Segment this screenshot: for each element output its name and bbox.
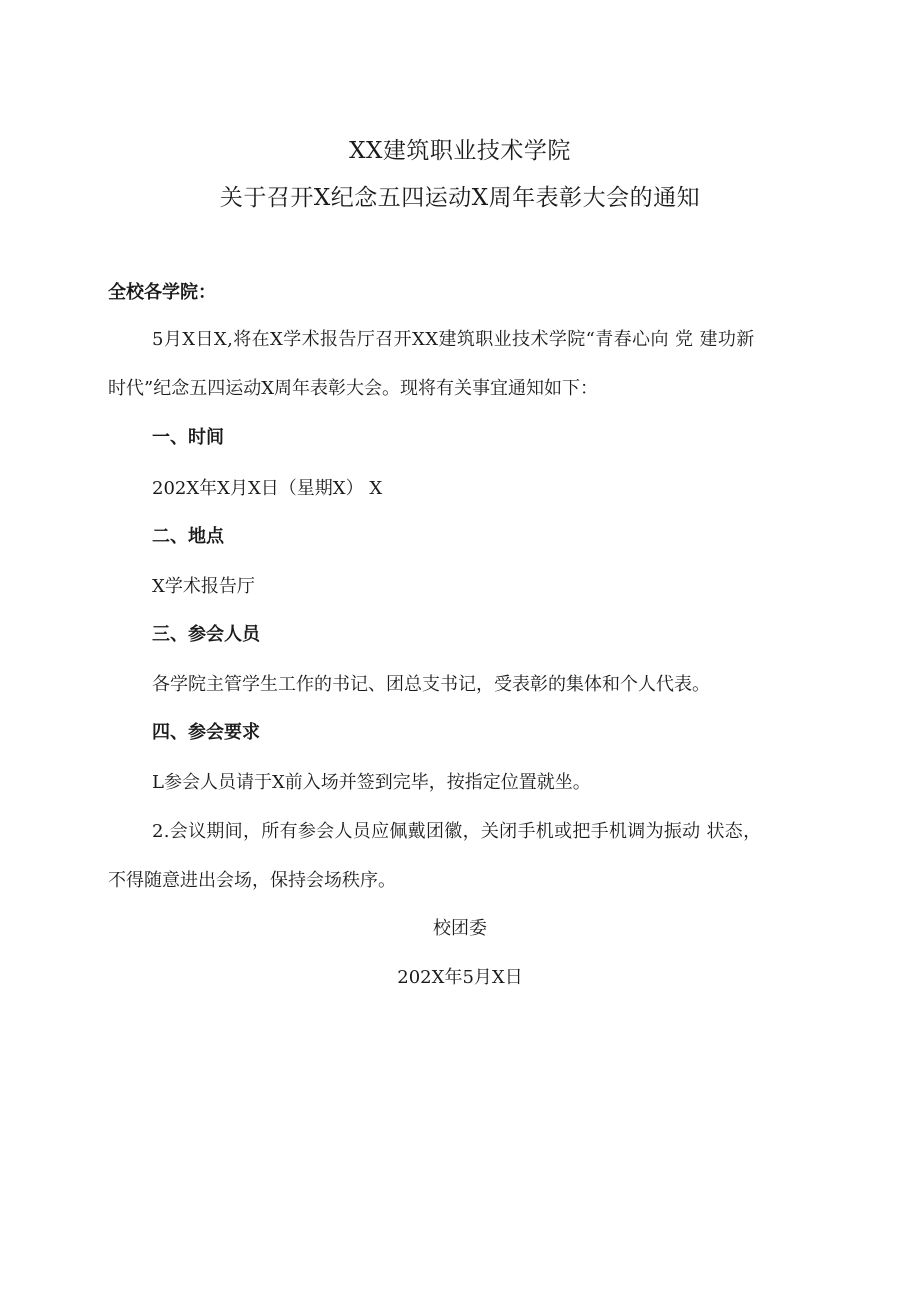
section-content-time: 202X年X月X日（星期X） X: [152, 478, 383, 499]
document-title-subject: 关于召开X纪念五四运动X周年表彰大会的通知: [219, 185, 701, 211]
requirement-item-2-line-2: 不得随意进出会场，保持会场秩序。: [108, 870, 396, 891]
section-content-attendees: 各学院主管学生工作的书记、团总支书记，受表彰的集体和个人代表。: [152, 674, 710, 695]
requirement-item-1: L参会人员请于X前入场并签到完毕，按指定位置就坐。: [152, 772, 591, 793]
section-heading-time: 一、时间: [152, 427, 224, 448]
document-title-institution: XX建筑职业技术学院: [349, 138, 571, 164]
section-heading-place: 二、地点: [152, 526, 224, 547]
section-heading-attendees: 三、参会人员: [152, 624, 260, 645]
section-heading-requirements: 四、参会要求: [152, 722, 260, 743]
signer: 校团委: [433, 918, 487, 939]
issue-date: 202X年5月X日: [397, 967, 523, 988]
intro-paragraph-line-2: 时代”纪念五四运动X周年表彰大会。现将有关事宜通知如下：: [108, 378, 599, 399]
salutation: 全校各学院：: [108, 282, 216, 303]
intro-paragraph-line-1: 5月X日X,将在X学术报告厅召开XX建筑职业技术学院“青春心向 党 建功新: [152, 329, 755, 350]
section-content-place: X学术报告厅: [152, 576, 255, 597]
requirement-item-2-line-1: 2.会议期间，所有参会人员应佩戴团徽，关闭手机或把手机调为振动 状态，: [152, 821, 762, 842]
